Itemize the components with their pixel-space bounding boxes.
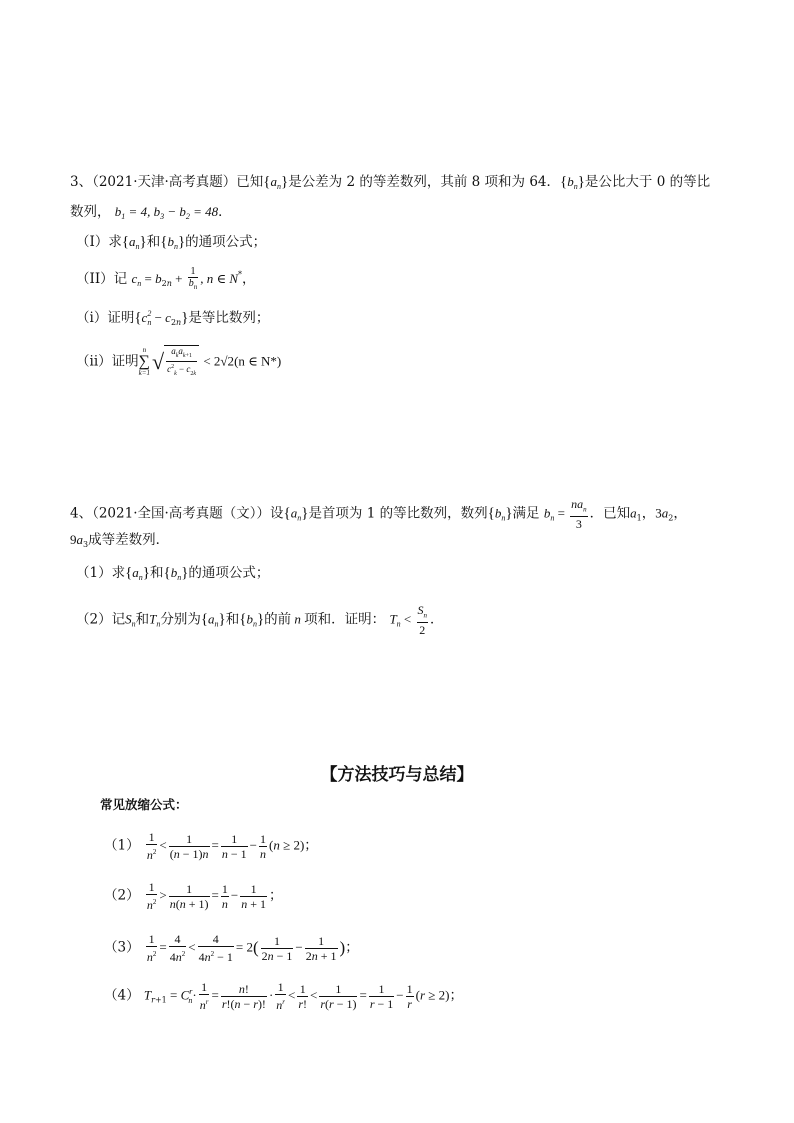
fraction-sn-over-2: $\frac{S_n}{2}$ bbox=[417, 603, 428, 638]
fraction-nan-over-3: $\frac{na_n}{3}$ bbox=[571, 497, 587, 532]
problem3-line1: 3、（2021·天津·高考真题）已知$\{a_n\}$是公差为 2 的等差数列，其前 8 项和为 64．$\{b_n\}$是公比大于 0 的等比 bbox=[70, 174, 711, 191]
problem3-part1: （I）求$\{a_n\}$和$\{b_n\}$的通项公式； bbox=[76, 234, 267, 251]
problem3-line2: 数列， $b_1 = 4$, $b_3 - b_2 = 48$． bbox=[70, 204, 232, 221]
problem3-sub-i: （i）证明$\{c_{2n} - c_{2n}\}$是等比数列； bbox=[76, 309, 270, 327]
summation-sign: n ∑ k=1 bbox=[138, 345, 151, 377]
square-root: √ $\frac{a_ka_{k+1}}{c^2_k - c_{2k}}$ bbox=[152, 345, 199, 379]
formula-item-2: （2） $\frac{1}{n^2}$ > $\frac{1}{n(n + 1)}$ = $\frac{1}{n}$ − $\frac{1}{n + 1}$ ； bbox=[104, 880, 283, 912]
problem4-part2: （2）记$S_n$和$T_n$分别为$\{a_n\}$和$\{b_n\}$的前 n 项和．证明： $T_n$ < $\frac{S_n}{2}$ ． bbox=[76, 603, 444, 638]
problem3-sub-ii: （ii）证明 n ∑ k=1 √ $\frac{a_ka_{k+1}}{c^2_k - c_{2k}}$ < 2√2(n ∈ N*) bbox=[76, 345, 282, 377]
problem3-part2: （II）记 $c_n = b_{2n}$ + $\frac{1}{b_n}$ , n ∈ N*， bbox=[76, 266, 256, 291]
problem4-line2: $9a_3$成等差数列． bbox=[70, 532, 170, 549]
problem3-condition: $b_1 = 4$, $b_3 - b_2 = 48$ bbox=[114, 204, 219, 221]
section-heading: 【方法技巧与总结】 bbox=[320, 765, 474, 785]
section-subheading: 常见放缩公式： bbox=[100, 797, 188, 812]
formula-item-1: （1） $\frac{1}{n^2}$ < $\frac{1}{(n - 1)n}$ = $\frac{1}{n - 1}$ − $\frac{1}{n}$ (n ≥ 2)； bbox=[104, 830, 318, 862]
problem4-line1: 4、（2021·全国·高考真题（文））设$\{a_n\}$是首项为 1 的等比数列，数列$\{b_n\}$满足 $b_n$ = $\frac{na_n}{3}$ ．已知$a_1$，$3a_2$， bbox=[70, 497, 687, 532]
fraction-1-over-bn: $\frac{1}{b_n}$ bbox=[188, 266, 198, 291]
formula-item-4: （4） $T_{r+1} = C_{rn}\cdot$ $\frac{1}{n^r}$ = $\frac{n!}{r!(n - r)!}$ · $\frac{1}{n^r}$ < $\frac{1}{r!}$ < $\frac{1}{r(r - 1)}$ = $\frac{1}{r - 1}$ − $\frac{1}{r}$ (r ≥ 2)； bbox=[104, 980, 463, 1012]
problem4-part1: （1）求$\{a_n\}$和$\{b_n\}$的通项公式； bbox=[76, 565, 270, 582]
formula-item-3: （3） $\frac{1}{n^2}$ = $\frac{4}{4n^2}$ < $\frac{4}{4n^2 - 1}$ = 2( $\frac{1}{2n - 1}$ − $\frac{1}{2n + 1}$ )； bbox=[104, 932, 359, 964]
